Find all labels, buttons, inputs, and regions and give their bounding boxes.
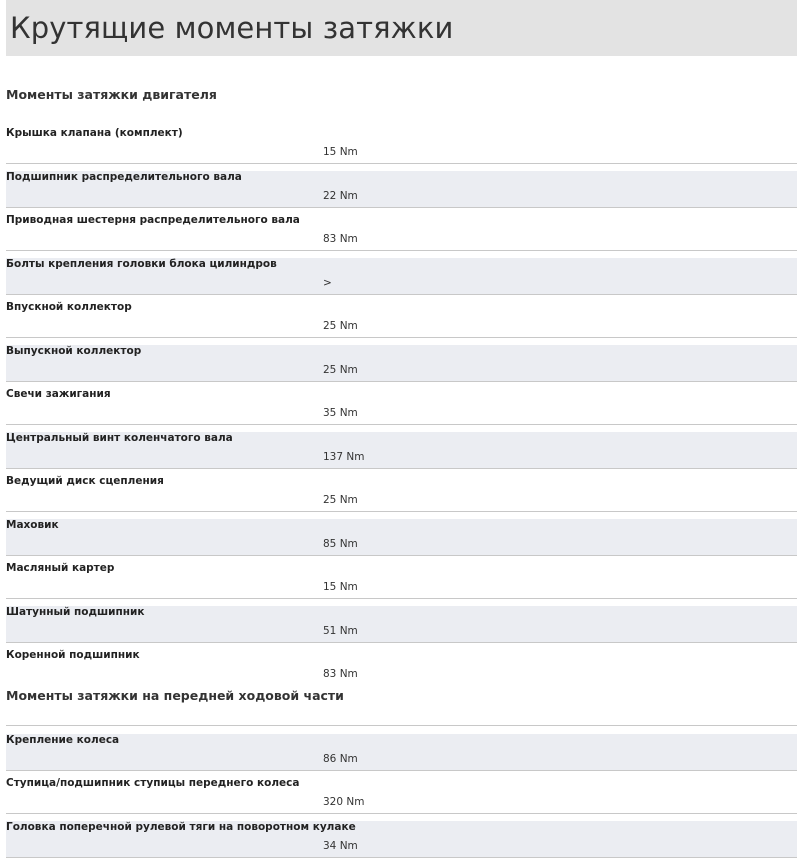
row-value: 83 Nm xyxy=(323,233,358,245)
row-label: Коренной подшипник xyxy=(6,649,140,661)
row-label: Свечи зажигания xyxy=(6,388,111,400)
row-value: 25 Nm xyxy=(323,320,358,332)
row-value: 15 Nm xyxy=(323,581,358,593)
page-header xyxy=(6,0,797,56)
row-label: Крепление колеса xyxy=(6,734,120,746)
row-label: Масляный картер xyxy=(6,562,115,574)
table-row xyxy=(6,777,797,814)
row-label: Крышка клапана (комплект) xyxy=(6,127,183,139)
row-value: 34 Nm xyxy=(323,840,358,852)
row-value: 22 Nm xyxy=(323,190,358,202)
row-value: 35 Nm xyxy=(323,407,358,419)
table-row xyxy=(6,171,797,208)
row-value: 320 Nm xyxy=(323,796,365,808)
row-label: Впускной коллектор xyxy=(6,301,132,313)
table-row xyxy=(6,258,797,295)
row-label: Центральный винт коленчатого вала xyxy=(6,432,233,444)
row-label: Подшипник распределительного вала xyxy=(6,171,242,183)
table-row xyxy=(6,562,797,599)
row-label: Маховик xyxy=(6,519,59,531)
row-label: Болты крепления головки блока цилиндров xyxy=(6,258,277,270)
row-label: Головка поперечной рулевой тяги на поворотном кулаке xyxy=(6,821,356,833)
row-label: Ступица/подшипник ступицы переднего колеса xyxy=(6,777,300,789)
table-row xyxy=(6,649,797,686)
row-value: 15 Nm xyxy=(323,146,358,158)
row-value: > xyxy=(323,277,332,289)
row-label: Шатунный подшипник xyxy=(6,606,145,618)
row-value: 85 Nm xyxy=(323,538,358,550)
row-value: 86 Nm xyxy=(323,753,358,765)
row-label: Выпускной коллектор xyxy=(6,345,142,357)
section-divider xyxy=(6,725,797,726)
row-label: Приводная шестерня распределительного вала xyxy=(6,214,300,226)
section-title-engine: Моменты затяжки двигателя xyxy=(6,87,217,102)
table-row xyxy=(6,432,797,469)
table-row xyxy=(6,519,797,556)
page-title: Крутящие моменты затяжки xyxy=(10,11,454,45)
row-value: 137 Nm xyxy=(323,451,365,463)
table-row xyxy=(6,301,797,338)
table-row xyxy=(6,388,797,425)
table-row xyxy=(6,345,797,382)
table-row xyxy=(6,214,797,251)
row-value: 25 Nm xyxy=(323,364,358,376)
table-row xyxy=(6,734,797,771)
table-row xyxy=(6,821,797,858)
row-value: 25 Nm xyxy=(323,494,358,506)
section-title-front-suspension: Моменты затяжки на передней ходовой части xyxy=(6,688,344,703)
row-value: 51 Nm xyxy=(323,625,358,637)
row-label: Ведущий диск сцепления xyxy=(6,475,164,487)
row-value: 83 Nm xyxy=(323,668,358,680)
table-row xyxy=(6,606,797,643)
table-row xyxy=(6,475,797,512)
table-row xyxy=(6,127,797,164)
